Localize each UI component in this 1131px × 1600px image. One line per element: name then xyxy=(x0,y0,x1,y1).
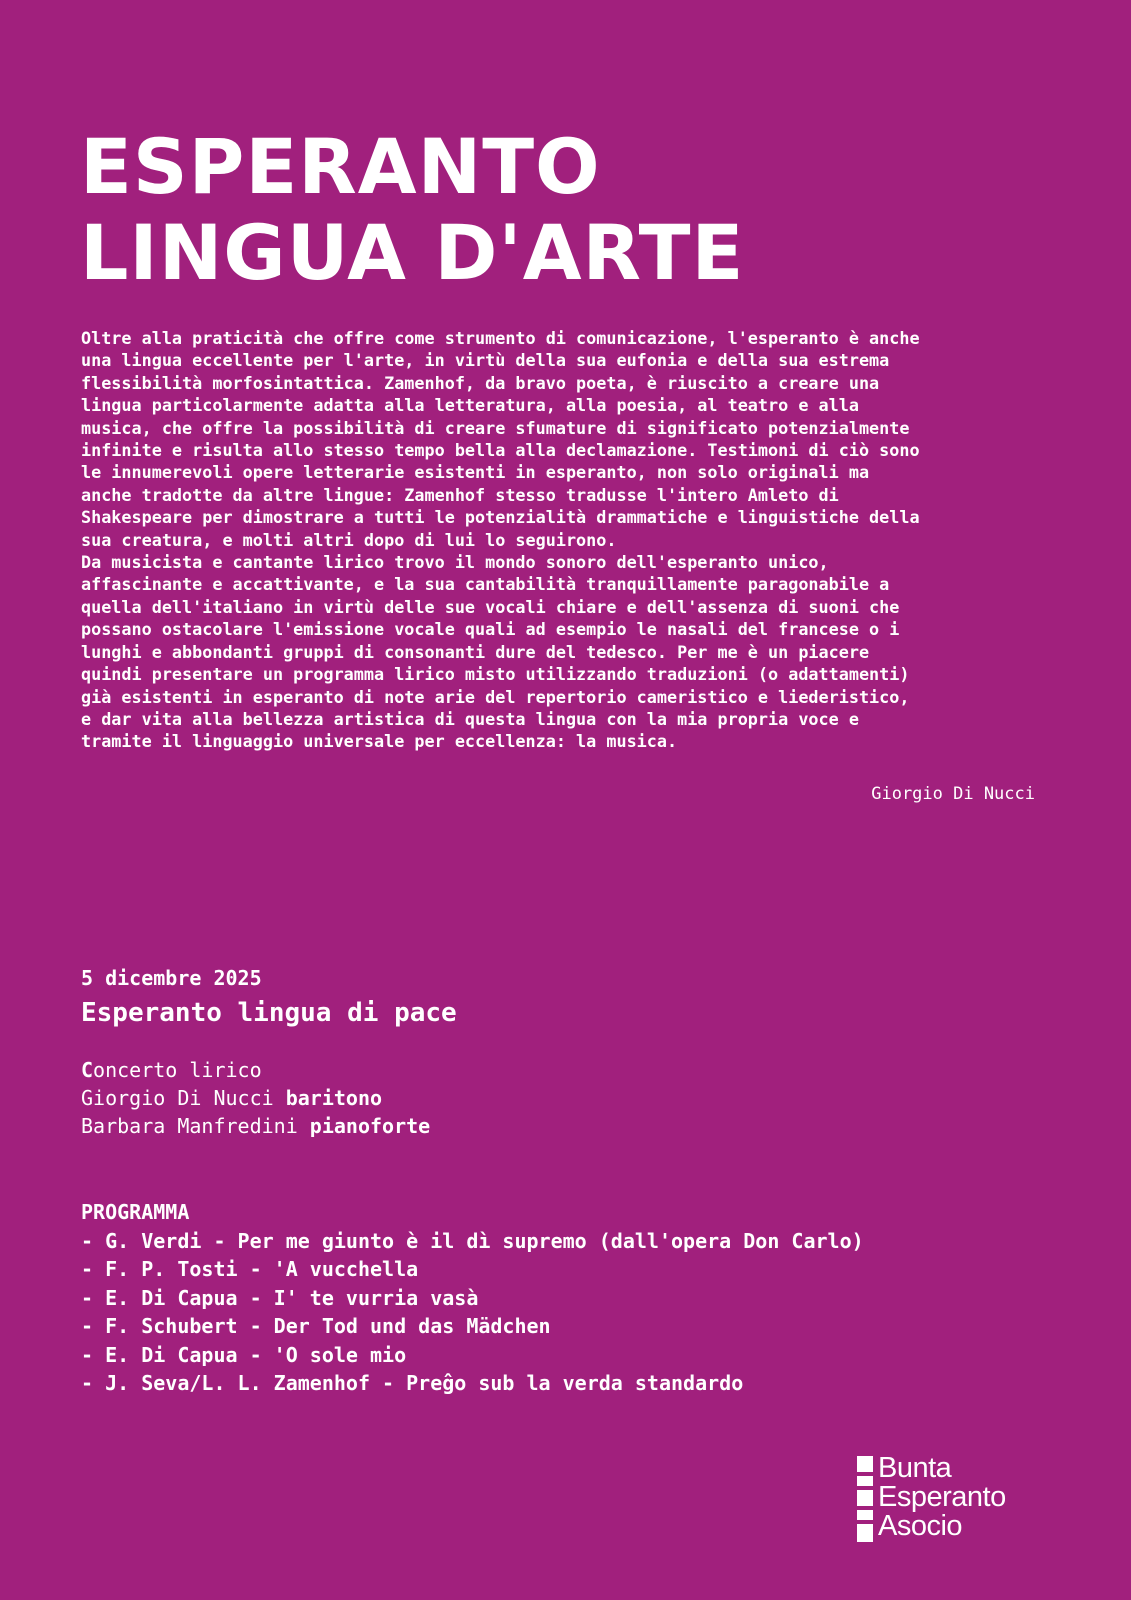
programme-item: - J. Seva/L. L. Zamenhof - Preĝo sub la verda standardo xyxy=(81,1371,744,1395)
essay-line: flessibilità morfosintattica. Zamenhof, da bravo poeta, è riuscito a creare una xyxy=(81,372,880,393)
logo-bar xyxy=(857,1490,873,1506)
concert-type xyxy=(81,1056,430,1084)
logo-wordmark xyxy=(878,1454,1006,1541)
essay-line: tramite il linguaggio universale per eccellenza: la musica. xyxy=(81,731,678,752)
logo-word: Bunta xyxy=(878,1452,952,1484)
logo-word: Esperanto xyxy=(878,1481,1006,1513)
programme-list xyxy=(81,1198,864,1398)
logo-bars-icon xyxy=(857,1456,873,1542)
logo-bar xyxy=(857,1476,873,1486)
essay-line: le innumerevoli opere letterarie esistenti in esperanto, non solo originali ma xyxy=(81,462,870,483)
programme-item: - F. Schubert - Der Tod und das Mädchen xyxy=(81,1314,551,1338)
event-date: 5 dicembre 2025 xyxy=(81,966,262,990)
essay-line: Da musicista e cantante lirico trovo il mondo sonoro dell'esperanto unico, xyxy=(81,552,829,573)
logo-word: Asocio xyxy=(878,1510,963,1542)
essay-line: sua creatura, e molti altri dopo di lui lo seguirono. xyxy=(81,529,617,550)
essay-line: quindi presentare un programma lirico misto utilizzando traduzioni (o adattamenti) xyxy=(81,664,910,685)
title-line-1: ESPERANTO xyxy=(80,122,601,211)
essay-line: infinite e risulta allo stesso tempo bella alla declamazione. Testimoni di ciò sono xyxy=(81,440,920,461)
performer-role: pianoforte xyxy=(309,1114,431,1138)
programme-item: - F. P. Tosti - 'A vucchella xyxy=(81,1257,419,1281)
page-title xyxy=(80,124,744,296)
bunta-esperanto-asocio-logo xyxy=(857,1454,1057,1544)
performer-role: baritono xyxy=(285,1086,383,1110)
essay-line: e dar vita alla bellezza artistica di questa lingua con la mia propria voce e xyxy=(81,708,859,729)
title-line-2: LINGUA D'ARTE xyxy=(80,208,745,297)
performer-line xyxy=(81,1112,430,1140)
logo-bar xyxy=(857,1456,873,1472)
event-title: Esperanto lingua di pace xyxy=(81,998,457,1028)
logo-bar xyxy=(857,1510,873,1520)
essay-line: quella dell'italiano in virtù delle sue vocali chiare e dell'assenza di suoni che xyxy=(81,596,900,617)
programme-heading: PROGRAMMA xyxy=(81,1200,190,1224)
programme-item: - E. Di Capua - I' te vurria vasà xyxy=(81,1285,479,1310)
essay-text xyxy=(81,327,1051,753)
concert-type-rest: oncerto lirico xyxy=(93,1058,262,1082)
essay-line: affascinante e accattivante, e la sua cantabilità tranquillamente paragonabile a xyxy=(81,574,890,595)
programme-item: - G. Verdi - Per me giunto è il dì supremo (dall'opera Don Carlo) xyxy=(81,1228,864,1253)
essay-line: Oltre alla praticità che offre come strumento di comunicazione, l'esperanto è anche xyxy=(81,328,920,348)
concert-details xyxy=(81,1056,430,1140)
essay-line: lunghi e abbondanti gruppi di consonanti dure del tedesco. Per me è un piacere xyxy=(81,641,870,662)
performer-name: Barbara Manfredini xyxy=(81,1114,310,1138)
concert-initial: C xyxy=(81,1058,94,1082)
programme-item: - E. Di Capua - 'O sole mio xyxy=(81,1342,407,1367)
essay-line: anche tradotte da altre lingue: Zamenhof stesso tradusse l'intero Amleto di xyxy=(81,484,839,505)
essay-line: già esistenti in esperanto di note arie del repertorio cameristico e liederistico, xyxy=(81,686,910,707)
essay-line: musica, che offre la possibilità di creare sfumature di significato potenzialmente xyxy=(81,417,910,438)
performer-name: Giorgio Di Nucci xyxy=(81,1086,286,1110)
logo-bar xyxy=(857,1524,873,1542)
performer-line xyxy=(81,1084,430,1112)
essay-author: Giorgio Di Nucci xyxy=(871,784,1035,804)
essay-line: Shakespeare per dimostrare a tutti le potenzialità drammatiche e linguistiche della xyxy=(81,507,920,528)
essay-line: possano ostacolare l'emissione vocale quali ad esempio le nasali del francese o i xyxy=(81,619,900,640)
essay-line: lingua particolarmente adatta alla letteratura, alla poesia, al teatro e alla xyxy=(81,395,859,416)
essay-line: una lingua eccellente per l'arte, in virtù della sua eufonia e della sua estrema xyxy=(81,350,890,371)
